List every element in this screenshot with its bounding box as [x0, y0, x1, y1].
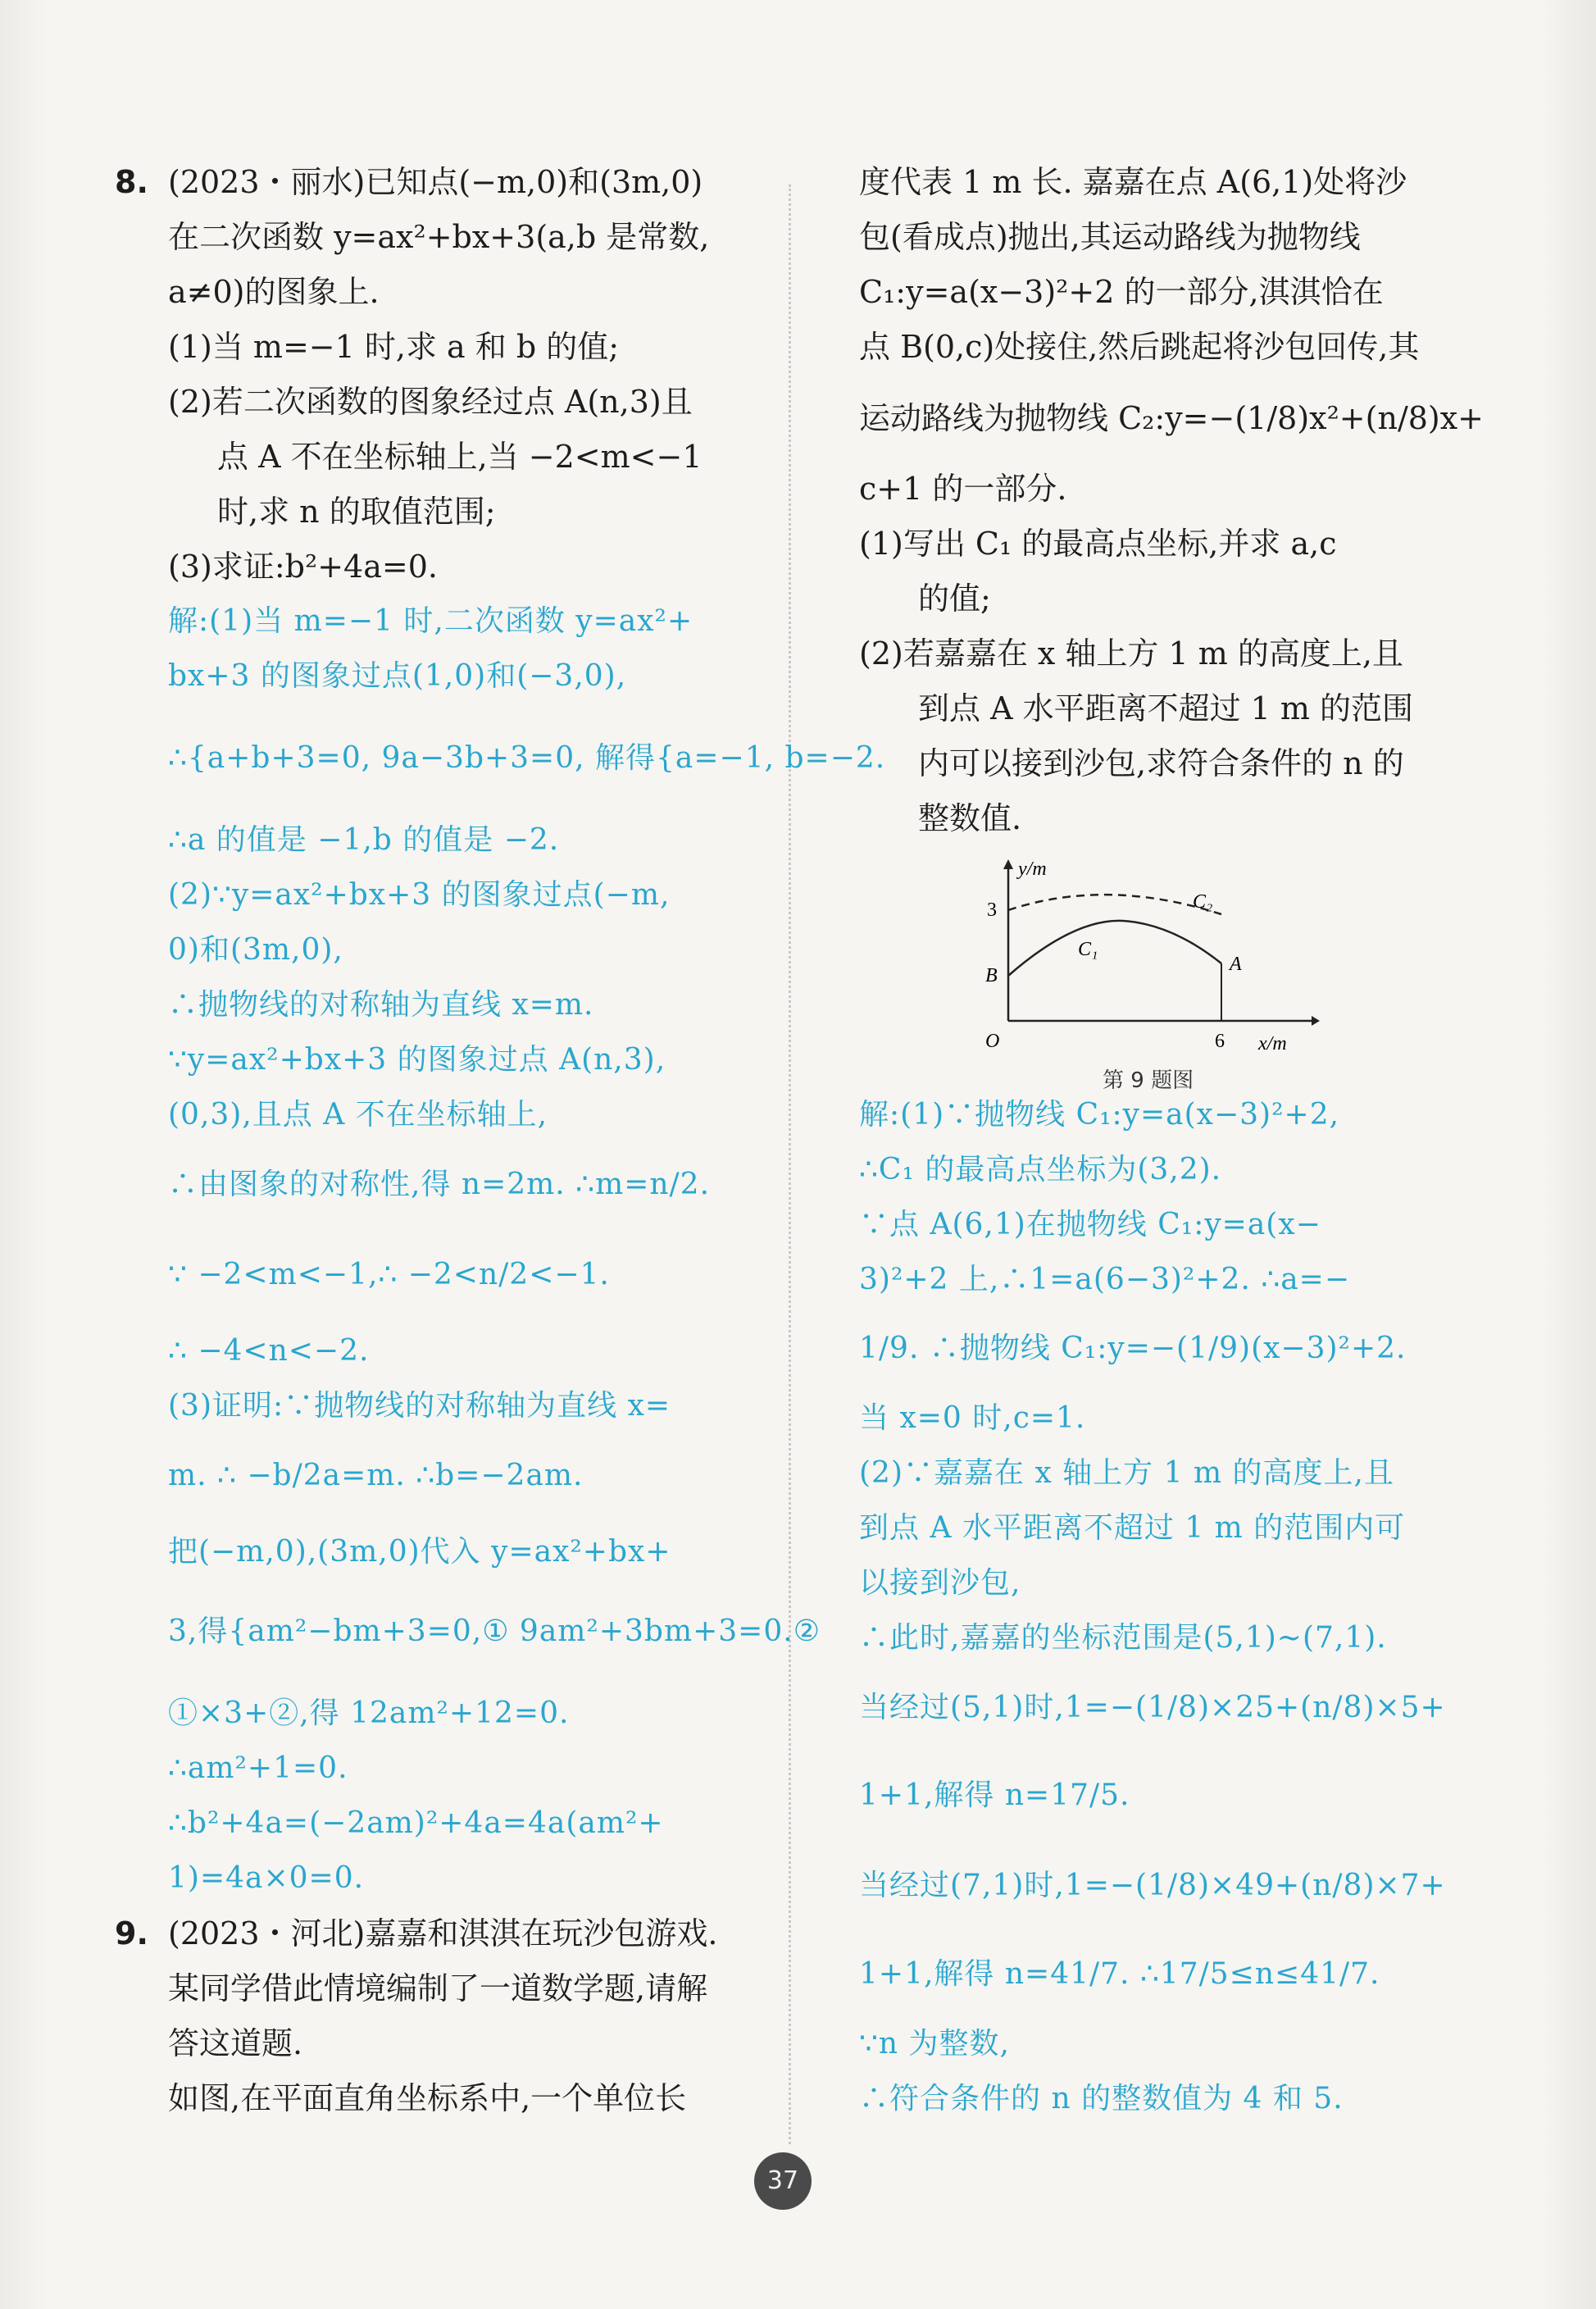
solution-line: m. ∴ −b/2a=m. ∴b=−2am. — [168, 1459, 584, 1492]
solution-line: ∵点 A(6,1)在抛物线 C₁:y=a(x− — [859, 1208, 1321, 1241]
figure-caption: 第 9 题图 — [1103, 1068, 1194, 1093]
tick-3-label: 3 — [987, 899, 997, 921]
solution-line: 解:(1)∵抛物线 C₁:y=a(x−3)²+2, — [859, 1098, 1340, 1132]
solution-line: 以接到沙包, — [859, 1566, 1021, 1600]
text-line: 运动路线为抛物线 C₂:y=−(1/8)x²+(n/8)x+ — [859, 400, 1485, 436]
solution-line: 1/9. ∴抛物线 C₁:y=−(1/9)(x−3)²+2. — [859, 1332, 1407, 1365]
y-axis-arrow — [1003, 859, 1013, 869]
solution-line: ∵ −2<m<−1,∴ −2<n/2<−1. — [168, 1258, 610, 1291]
text-line: (3)求证:b²+4a=0. — [168, 549, 438, 585]
solution-line: 当经过(5,1)时,1=−(1/8)×25+(n/8)×5+ — [859, 1691, 1446, 1724]
solution-line: ∴{a+b+3=0, 9a−3b+3=0, 解得{a=−1, b=−2. — [168, 741, 886, 775]
text-line: 内可以接到沙包,求符合条件的 n 的 — [918, 745, 1404, 781]
solution-line: ∴符合条件的 n 的整数值为 4 和 5. — [859, 2082, 1344, 2115]
page-number: 37 — [754, 2152, 812, 2210]
solution-line: ∵y=ax²+bx+3 的图象过点 A(n,3), — [168, 1043, 666, 1077]
solution-line: ∴ −4<n<−2. — [168, 1334, 370, 1368]
text-line: (1)当 m=−1 时,求 a 和 b 的值; — [168, 329, 620, 365]
solution-line: 1)=4a×0=0. — [168, 1861, 365, 1895]
solution-line: ∵n 为整数, — [859, 2027, 1010, 2061]
text-line: 如图,在平面直角坐标系中,一个单位长 — [168, 2080, 687, 2116]
solution-line: ①×3+②,得 12am²+12=0. — [168, 1696, 570, 1730]
text-line: 度代表 1 m 长. 嘉嘉在点 A(6,1)处将沙 — [859, 164, 1407, 200]
solution-line: ∴C₁ 的最高点坐标为(3,2). — [859, 1153, 1222, 1186]
origin-label: O — [985, 1031, 1000, 1052]
text-line: a≠0)的图象上. — [168, 274, 380, 310]
solution-line: 1+1,解得 n=41/7. ∴17/5≤n≤41/7. — [859, 1957, 1380, 1991]
x-axis-arrow — [1312, 1016, 1320, 1026]
text-line: (1)写出 C₁ 的最高点坐标,并求 a,c — [859, 526, 1337, 562]
text-line: c+1 的一部分. — [859, 471, 1067, 507]
solution-line: ∴抛物线的对称轴为直线 x=m. — [168, 988, 594, 1022]
curve-c2-label: C₂ — [1193, 891, 1213, 913]
text-line: (2023・河北)嘉嘉和淇淇在玩沙包游戏. — [168, 1915, 718, 1951]
solution-line: ∴此时,嘉嘉的坐标范围是(5,1)~(7,1). — [859, 1621, 1387, 1655]
solution-line: ∴由图象的对称性,得 n=2m. ∴m=n/2. — [168, 1168, 711, 1201]
text-line: (2)若嘉嘉在 x 轴上方 1 m 的高度上,且 — [859, 635, 1403, 672]
solution-line: 解:(1)当 m=−1 时,二次函数 y=ax²+ — [168, 604, 693, 638]
solution-line: 0)和(3m,0), — [168, 933, 343, 967]
problem-number: 8. — [115, 164, 148, 200]
text-line: 答这道题. — [168, 2025, 303, 2061]
text-line: 点 A 不在坐标轴上,当 −2<m<−1 — [217, 439, 703, 475]
curve-c1 — [1008, 921, 1221, 976]
solution-line: (2)∵y=ax²+bx+3 的图象过点(−m, — [168, 878, 671, 912]
solution-line: 3)²+2 上,∴1=a(6−3)²+2. ∴a=− — [859, 1263, 1351, 1296]
text-line: 时,求 n 的取值范围; — [217, 494, 496, 530]
x-axis-label: x/m — [1258, 1033, 1287, 1054]
solution-line: 1+1,解得 n=17/5. — [859, 1778, 1130, 1812]
text-line: 整数值. — [918, 800, 1022, 836]
text-line: (2)若二次函数的图象经过点 A(n,3)且 — [168, 384, 693, 420]
solution-line: 当 x=0 时,c=1. — [859, 1401, 1086, 1435]
solution-line: 到点 A 水平距离不超过 1 m 的范围内可 — [859, 1511, 1406, 1545]
solution-line: ∴b²+4a=(−2am)²+4a=4a(am²+ — [168, 1806, 664, 1840]
y-axis-label: y/m — [1018, 858, 1047, 880]
text-line: 点 B(0,c)处接住,然后跳起将沙包回传,其 — [859, 329, 1420, 365]
solution-line: 当经过(7,1)时,1=−(1/8)×49+(n/8)×7+ — [859, 1869, 1446, 1902]
text-line: C₁:y=a(x−3)²+2 的一部分,淇淇恰在 — [859, 274, 1384, 310]
text-line: 包(看成点)抛出,其运动路线为抛物线 — [859, 219, 1361, 255]
text-line: 的值; — [918, 581, 991, 617]
curve-c1-label: C₁ — [1078, 939, 1098, 960]
point-a-label: A — [1230, 954, 1242, 975]
solution-line: ∴a 的值是 −1,b 的值是 −2. — [168, 823, 560, 857]
text-line: 在二次函数 y=ax²+bx+3(a,b 是常数, — [168, 219, 710, 255]
problem-number: 9. — [115, 1915, 148, 1951]
solution-line: (0,3),且点 A 不在坐标轴上, — [168, 1098, 548, 1132]
solution-line: bx+3 的图象过点(1,0)和(−3,0), — [168, 659, 627, 693]
point-b-label: B — [985, 965, 998, 986]
solution-line: (3)证明:∵抛物线的对称轴为直线 x= — [168, 1389, 671, 1423]
column-divider — [789, 184, 791, 2144]
solution-line: 把(−m,0),(3m,0)代入 y=ax²+bx+ — [168, 1535, 671, 1569]
curve-c2 — [1008, 895, 1221, 914]
solution-line: ∴am²+1=0. — [168, 1751, 348, 1785]
text-line: 到点 A 水平距离不超过 1 m 的范围 — [918, 690, 1414, 726]
text-line: (2023・丽水)已知点(−m,0)和(3m,0) — [168, 164, 703, 200]
parabola-figure — [975, 857, 1320, 1078]
text-line: 某同学借此情境编制了一道数学题,请解 — [168, 1970, 708, 2006]
solution-line: 3,得{am²−bm+3=0,① 9am²+3bm+3=0.② — [168, 1614, 821, 1648]
solution-line: (2)∵嘉嘉在 x 轴上方 1 m 的高度上,且 — [859, 1456, 1394, 1490]
tick-6-label: 6 — [1215, 1031, 1225, 1052]
